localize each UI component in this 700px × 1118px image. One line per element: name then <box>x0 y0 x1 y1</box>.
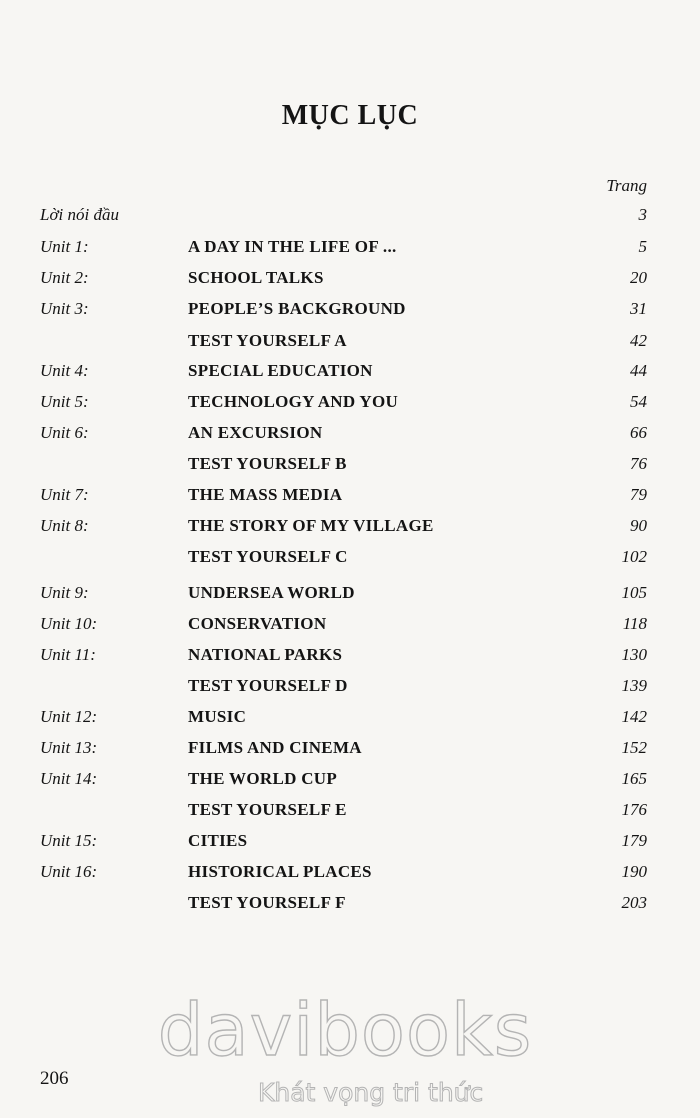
toc-entry-title: TEST YOURSELF F <box>188 893 346 912</box>
toc-entry-title: NATIONAL PARKS <box>188 645 343 664</box>
toc-entry <box>0 299 700 323</box>
toc-entry <box>0 361 700 385</box>
watermark-tagline: Khát vọng tri thức <box>258 1078 484 1107</box>
toc-entry <box>0 516 700 540</box>
toc-page-number: 130 <box>621 645 647 664</box>
toc-entry-title: CITIES <box>188 831 248 850</box>
toc-entry <box>0 547 700 571</box>
toc-unit-label: Unit 6: <box>40 423 89 442</box>
toc-entry <box>0 237 700 261</box>
toc-entry-title: THE MASS MEDIA <box>188 485 343 504</box>
toc-page-number: 3 <box>638 205 647 224</box>
toc-page-number: 203 <box>621 893 647 912</box>
toc-unit-label: Unit 12: <box>40 707 98 726</box>
page-title: MỤC LỤC <box>281 100 419 131</box>
toc-page-number: 190 <box>621 862 647 881</box>
toc-entry <box>0 392 700 416</box>
toc-entry-title: TECHNOLOGY AND YOU <box>188 392 399 411</box>
toc-entry <box>0 583 700 607</box>
toc-entry-title: SCHOOL TALKS <box>188 268 324 287</box>
toc-page-number: 54 <box>630 392 647 411</box>
toc-entry <box>0 893 700 917</box>
toc-unit-label: Unit 10: <box>40 614 98 633</box>
toc-entry <box>0 800 700 824</box>
toc-entry-title: TEST YOURSELF E <box>188 800 347 819</box>
toc-unit-label: Unit 2: <box>40 268 89 287</box>
toc-unit-label: Unit 3: <box>40 299 89 318</box>
toc-entry-title: MUSIC <box>188 707 247 726</box>
toc-entry-title: AN EXCURSION <box>188 423 323 442</box>
toc-page-number: 179 <box>621 831 647 850</box>
toc-page-number: 79 <box>630 485 647 504</box>
toc-entry-title: TEST YOURSELF A <box>188 331 347 350</box>
toc-unit-label: Unit 13: <box>40 738 98 757</box>
toc-unit-label: Unit 11: <box>40 645 96 664</box>
toc-entry-title: THE STORY OF MY VILLAGE <box>188 516 434 535</box>
page-number: 206 <box>40 1068 69 1089</box>
toc-entry <box>0 205 700 229</box>
toc-entry-title: UNDERSEA WORLD <box>188 583 355 602</box>
toc-unit-label: Lời nói đầu <box>40 205 119 224</box>
toc-entry <box>0 769 700 793</box>
page-column-label: Trang <box>606 176 647 195</box>
toc-page-number: 118 <box>622 614 647 633</box>
toc-unit-label: Unit 14: <box>40 769 98 788</box>
toc-entry <box>0 454 700 478</box>
toc-unit-label: Unit 16: <box>40 862 98 881</box>
toc-page-number: 66 <box>630 423 647 442</box>
toc-entry <box>0 268 700 292</box>
toc-unit-label: Unit 5: <box>40 392 89 411</box>
toc-entry-title: SPECIAL EDUCATION <box>188 361 373 380</box>
toc-entry <box>0 707 700 731</box>
toc-entry <box>0 423 700 447</box>
toc-page-number: 5 <box>638 237 647 256</box>
toc-entry-title: HISTORICAL PLACES <box>188 862 372 881</box>
toc-entry-title: FILMS AND CINEMA <box>188 738 362 757</box>
toc-page-number: 76 <box>630 454 647 473</box>
toc-unit-label: Unit 1: <box>40 237 89 256</box>
toc-unit-label: Unit 4: <box>40 361 89 380</box>
toc-entry-title: A DAY IN THE LIFE OF ... <box>188 237 397 256</box>
toc-entry <box>0 831 700 855</box>
toc-unit-label: Unit 15: <box>40 831 98 850</box>
toc-page-number: 176 <box>621 800 647 819</box>
toc-entry <box>0 645 700 669</box>
toc-unit-label: Unit 7: <box>40 485 89 504</box>
toc-page-number: 165 <box>621 769 647 788</box>
toc-entry <box>0 485 700 509</box>
toc-page-number: 42 <box>630 331 647 350</box>
watermark-logo: davibooks <box>157 988 533 1072</box>
toc-entry-title: TEST YOURSELF C <box>188 547 348 566</box>
toc-entry <box>0 738 700 762</box>
toc-page-number: 102 <box>621 547 647 566</box>
toc-entry-title: CONSERVATION <box>188 614 327 633</box>
toc-unit-label: Unit 9: <box>40 583 89 602</box>
toc-entry <box>0 331 700 355</box>
toc-entry <box>0 862 700 886</box>
toc-page-number: 139 <box>621 676 647 695</box>
toc-page-number: 142 <box>621 707 647 726</box>
toc-entry-title: TEST YOURSELF B <box>188 454 347 473</box>
toc-page-number: 44 <box>630 361 647 380</box>
toc-entry-title: THE WORLD CUP <box>188 769 338 788</box>
toc-page-number: 90 <box>630 516 647 535</box>
toc-page-number: 20 <box>630 268 647 287</box>
toc-entry-title: TEST YOURSELF D <box>188 676 348 695</box>
toc-entry-title: PEOPLE’S BACKGROUND <box>188 299 406 318</box>
toc-page-number: 152 <box>621 738 647 757</box>
toc-page-number: 105 <box>621 583 647 602</box>
toc-page-number: 31 <box>630 299 647 318</box>
toc-entry <box>0 676 700 700</box>
toc-entry <box>0 614 700 638</box>
toc-unit-label: Unit 8: <box>40 516 89 535</box>
